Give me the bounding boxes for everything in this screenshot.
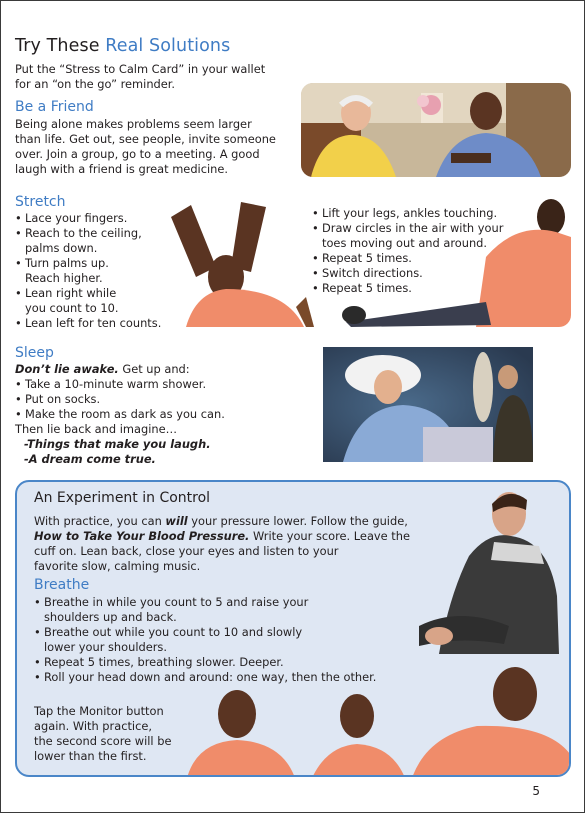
list-item <box>15 226 175 256</box>
list-item-text: • Repeat 5 times, breathing slower. Deeper. <box>44 655 284 669</box>
list-item-text: palms down. <box>25 241 98 255</box>
tap-line: the second score will be <box>34 734 172 748</box>
sleep-then: Then lie back and imagine… <box>15 422 177 436</box>
experiment-box <box>15 480 571 777</box>
list-item-text: shoulders up and back. <box>44 610 177 624</box>
list-item <box>312 251 532 266</box>
list-item-text: • Breathe out while you count to 10 and slowly <box>44 625 303 639</box>
list-item-text: • Lean left for ten counts. <box>25 316 162 330</box>
list-item-text: • Breathe in while you count to 5 and raise your <box>44 595 309 609</box>
tap-text <box>34 704 194 764</box>
sleep-imagine-line: -Things that make you laugh. <box>24 437 211 451</box>
text-span: Write your score. Leave the <box>249 529 410 543</box>
list-item-text: lower your shoulders. <box>44 640 167 654</box>
experiment-line: cuff on. Lean back, close your eyes and listen to your <box>34 544 339 558</box>
head-roll-photos <box>177 664 570 777</box>
friend-text <box>15 117 276 177</box>
friend-line: than life. Get out, see people, invite someone <box>15 132 276 146</box>
list-item-text: • Roll your head down and around: one way, then the other. <box>44 670 377 684</box>
list-item <box>15 377 305 392</box>
list-item <box>15 211 175 226</box>
intro-text <box>15 62 265 92</box>
tap-line: lower than the first. <box>34 749 147 763</box>
text-span: your pressure lower. Follow the guide, <box>187 514 408 528</box>
list-item <box>15 286 175 316</box>
text-emphasis: will <box>165 514 188 528</box>
list-item-text: toes moving out and around. <box>322 236 488 250</box>
list-item-text: • Draw circles in the air with your <box>322 221 504 235</box>
friends-photo <box>301 83 571 177</box>
list-item-text: Take a 10-minute warm shower. <box>25 377 207 391</box>
list-item-text: • Turn palms up. <box>25 256 109 270</box>
sleep-heading: Sleep <box>15 345 54 361</box>
friend-line: laugh with a friend is great medicine. <box>15 162 228 176</box>
list-item <box>15 392 305 407</box>
list-item-text: • Repeat 5 times. <box>322 251 412 265</box>
page-number: 5 <box>532 784 540 798</box>
breathe-heading: Breathe <box>34 577 90 593</box>
list-item-text: • Lace your fingers. <box>25 211 128 225</box>
list-item <box>312 266 532 281</box>
list-item-text: • Lift your legs, ankles touching. <box>322 206 498 220</box>
list-item-text: you count to 10. <box>25 301 119 315</box>
tap-line: Tap the Monitor button <box>34 704 164 718</box>
title-accent: Real Solutions <box>105 36 231 56</box>
friend-heading: Be a Friend <box>15 99 94 115</box>
stretch-heading: Stretch <box>15 194 66 210</box>
experiment-line: favorite slow, calming music. <box>34 559 201 573</box>
experiment-heading: An Experiment in Control <box>34 490 211 506</box>
sleep-lead-rest: Get up and: <box>118 362 190 376</box>
guide-title: How to Take Your Blood Pressure. <box>34 529 250 543</box>
sleep-lead-bold: Don’t lie awake. <box>15 362 119 376</box>
list-item <box>312 206 532 221</box>
music-photo <box>399 486 565 654</box>
stretch-left-list <box>15 211 175 331</box>
list-item-text: • Repeat 5 times. <box>322 281 412 295</box>
text-span: With practice, you can <box>34 514 166 528</box>
list-item <box>34 625 414 655</box>
list-item <box>34 595 414 625</box>
experiment-line <box>34 529 434 544</box>
experiment-text <box>34 514 434 574</box>
stretch-right-list <box>312 206 532 296</box>
experiment-line <box>34 514 434 529</box>
sleep-lead <box>15 362 305 377</box>
list-item-text: • Lean right while <box>25 286 117 300</box>
list-item-text: • Switch directions. <box>322 266 423 280</box>
list-item <box>312 281 532 296</box>
title-plain: Try These <box>15 36 106 56</box>
list-item <box>15 256 175 286</box>
list-item-text: • Reach to the ceiling, <box>25 226 142 240</box>
friend-line: over. Join a group, go to a meeting. A good <box>15 147 260 161</box>
sleep-photo <box>323 347 533 462</box>
list-item <box>312 221 532 251</box>
page-title <box>15 36 230 56</box>
friend-line: Being alone makes problems seem larger <box>15 117 252 131</box>
tap-line: again. With practice, <box>34 719 152 733</box>
sleep-text <box>15 362 305 467</box>
list-item-text: Make the room as dark as you can. <box>25 407 225 421</box>
intro-line: for an “on the go” reminder. <box>15 77 176 91</box>
intro-line: Put the “Stress to Calm Card” in your wallet <box>15 62 266 76</box>
sleep-imagine-line: -A dream come true. <box>24 452 156 466</box>
list-item-text: Put on socks. <box>25 392 101 406</box>
list-item <box>15 316 175 331</box>
list-item-text: Reach higher. <box>25 271 103 285</box>
list-item <box>15 407 305 422</box>
